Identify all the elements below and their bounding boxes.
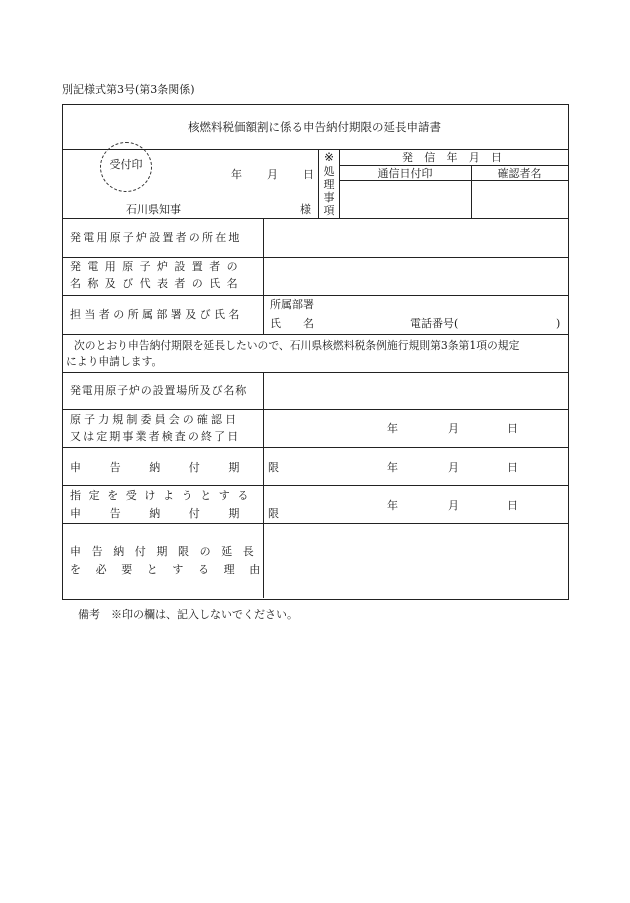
designated-label-line2: 申告納付期限 <box>70 507 308 520</box>
date-day: 日 <box>303 168 314 181</box>
confirm-month: 月 <box>448 422 459 435</box>
confirm-day: 日 <box>507 422 518 435</box>
sent-date-char: 信 <box>424 151 436 164</box>
honorific: 様 <box>300 203 311 216</box>
office-use-divider <box>318 149 319 218</box>
sent-date-char: 年 <box>446 151 458 164</box>
deadline-label: 申告納付期限 <box>70 461 308 474</box>
statement-line2: により申請します。 <box>66 355 163 368</box>
footnote: 備考 ※印の欄は、記入しないでください。 <box>78 608 298 621</box>
contact-dept: 所属部署 <box>270 298 314 311</box>
location-label: 発電用原子炉設置者の所在地 <box>70 231 242 244</box>
name-label-line1: 発電用原子炉設置者の <box>70 260 244 273</box>
office-use-label-1: 処 <box>323 165 335 178</box>
office-use-label-3: 事 <box>323 191 335 204</box>
office-use-mark: ※ <box>323 150 335 164</box>
form-title: 核燃料税価額割に係る申告納付期限の延長申請書 <box>188 120 441 134</box>
designated-label-line1: 指定を受けようとする <box>70 489 256 502</box>
confirm-year: 年 <box>387 422 398 435</box>
site-field[interactable] <box>264 373 567 409</box>
reception-stamp-label: 受付印 <box>109 158 143 171</box>
office-use-label-2: 理 <box>323 178 335 191</box>
designated-year: 年 <box>387 499 398 512</box>
sent-date-header <box>402 151 502 164</box>
confirm-label-line2: 又は定期事業者検査の終了日 <box>70 430 241 443</box>
reason-field[interactable] <box>264 524 567 598</box>
contact-name: 氏 名 <box>270 317 314 330</box>
receipt-stamp-header: 通信日付印 <box>377 167 433 180</box>
date-month: 月 <box>267 168 278 181</box>
statement-line1: 次のとおり申告納付期限を延長したいので、石川県核燃料税条例施行規則第3条第1項の規定 <box>74 339 520 352</box>
divider <box>62 334 568 335</box>
office-use-divider <box>339 180 568 181</box>
office-use-label-4: 項 <box>323 204 335 217</box>
sent-date-char: 日 <box>491 151 502 164</box>
designated-month: 月 <box>448 499 459 512</box>
divider <box>62 409 568 410</box>
site-label: 発電用原子炉の設置場所及び名称 <box>70 384 247 397</box>
name-label-line2: 名称及び代表者の氏名 <box>70 277 244 290</box>
addressee: 石川県知事 <box>126 203 181 216</box>
contact-phone: 電話番号( <box>410 317 459 330</box>
office-use-divider <box>339 165 568 166</box>
contact-label: 担当者の所属部署及び氏名 <box>70 308 243 321</box>
reason-label-line1: 申告納付期限の延長 <box>70 545 265 558</box>
sent-date-char: 発 <box>402 151 413 164</box>
location-field[interactable] <box>264 219 567 257</box>
divider <box>62 295 568 296</box>
sent-date-char: 月 <box>468 151 480 164</box>
reason-label-line2: を必要とする理由 <box>70 563 275 576</box>
confirmer-header: 確認者名 <box>497 167 542 180</box>
date-year: 年 <box>231 168 242 181</box>
form-number: 別記様式第3号(第3条関係) <box>62 83 195 96</box>
office-use-divider <box>339 149 340 218</box>
designated-day: 日 <box>507 499 518 512</box>
confirm-label-line1: 原子力規制委員会の確認日 <box>70 413 240 426</box>
deadline-year: 年 <box>387 461 398 474</box>
deadline-month: 月 <box>448 461 459 474</box>
divider <box>62 485 568 486</box>
contact-phone-close: ) <box>556 317 561 330</box>
name-field[interactable] <box>264 258 567 295</box>
deadline-day: 日 <box>507 461 518 474</box>
divider <box>62 447 568 448</box>
